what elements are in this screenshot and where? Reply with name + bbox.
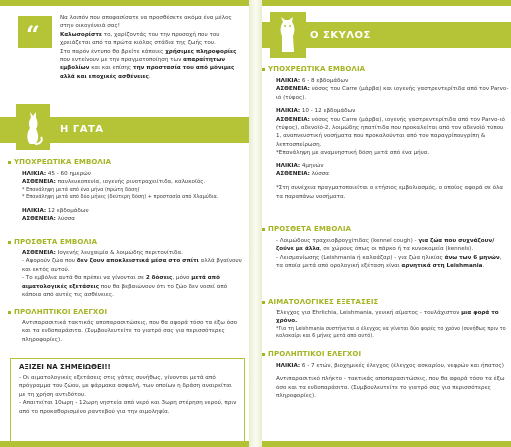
note-title: ΑΞΙΖΕΙ ΝΑ ΣΗΜΕΙΩΘΕΙ!! <box>19 363 111 371</box>
intro-paragraph-1: Να λοιπόν που αποφασίσατε να προσθέσετε ακόμα ένα μέλος στην οικογένειά σας! <box>60 15 232 30</box>
note-text: - Οι αιματολογικές εξετάσεις στις γάτες συνήθως, γίνονται μετά από πρόγραμμα του ζώου, με φάρμακα ασφαλή, των οποίων η δράση αναιρείται με τη χρήση αντιδότου. - Απαιτείται 10ωρη - 12ωρη νηστεία από νερό και 3ωρη στέρηση νερού, πριν από το προκαθορισμένο ραντεβού για την αιμοληψία. <box>19 375 237 415</box>
cat-optional-heading: ΠΡΟΣΘΕΤΑ ΕΜΒΟΛΙΑ <box>8 238 97 246</box>
right-page <box>262 0 511 447</box>
note-box <box>10 358 245 442</box>
top-accent-bar <box>262 0 511 6</box>
cat-icon <box>16 104 50 150</box>
dog-icon <box>270 12 306 58</box>
dog-mandatory-heading: ΥΠΟΧΡΕΩΤΙΚΑ ΕΜΒΟΛΙΑ <box>262 65 365 73</box>
cat-title: Η ΓΑΤΑ <box>60 124 104 135</box>
quote-icon <box>18 16 52 48</box>
dog-blood-heading: ΑΙΜΑΤΟΛΟΓΙΚΕΣ ΕΞΕΤΑΣΕΙΣ <box>262 298 378 306</box>
bullet-icon <box>262 353 265 356</box>
dog-mandatory-body: ΗΛΙΚΙΑ: 6 - 8 εβδομάδων ΑΣΘΕΝΕΙΑ: νόσος του Carre (μάρβα) και ιογενής γαστρεντερίτιδα από τον Parvo-ιό (τύφος). ΗΛΙΚΙΑ: 10 - 12 εβδομάδων ΑΣΘΕΝΕΙΑ: νόσος του Carre (μάρβα), ιογενής γαστρεντερίτιδα από τον Parvo-ιό (τύφος), αδενοϊό-2, λοιμώδης ηπατίτιδα που προκαλείται από τον αδενοϊό τύπου 1, αναπνευστική νοσήματα που προκαλούνται από τον παραγρίπουγρίπη & λεπτοσπείρωση. *Επανάληψη με αναμνηστική δόση μετά από ένα μήνα. ΗΛΙΚΙΑ: 4μηνών ΑΣΘΕΝΕΙΑ: λύσσα *Στη συνέχεια πραγματοποιείται ο ετήσιος εμβολιασμός, ο οποίος αφορά σε όλα τα παραπάνω νοσήματα. <box>276 78 509 200</box>
cat-optional-body: ΑΣΘΕΝΕΙΑ: Ιογενής λευχαιμία & λοιμώδης περιτονίτιδα. - Αφορούν ζώα που δεν ζουν αποκλειστικά μέσα στο σπίτι αλλά βγαίνουν και εκτός αυτού. - Το εμβόλια αυτά θα πρέπει να γίνονται σε 2 δόσεις, μόνο μετά από αιματολογικές εξετάσεις που θα βεβαιώνουν ότι το ζώο δεν νοσεί από κάποια από αυτές τις ασθένειες. <box>22 250 242 299</box>
top-accent-bar <box>0 0 249 6</box>
bullet-icon <box>8 241 11 244</box>
bottom-accent-bar <box>0 441 249 447</box>
dog-prevent-body: ΗΛΙΚΙΑ: 6 - 7 ετών, βιοχημικές έλεγχος (έλεγχος ασκαρίου, νεφρών και ήπατος) Αντιπαρασιτικό πλήκτο - τακτικάς αποπαρασιτώσεις, που θα αφορά τόσο τα έξω όσο και τα ενδοπαράσιτα. (Συμβουλευτείτε το γιατρό σας για περισσότερες πληροφορίες). <box>276 363 505 400</box>
page-fold <box>249 0 262 447</box>
cat-mandatory-heading: ΥΠΟΧΡΕΩΤΙΚΑ ΕΜΒΟΛΙΑ <box>8 158 111 166</box>
svg-text:“: “ <box>26 20 40 48</box>
bullet-icon <box>262 301 265 304</box>
dog-blood-body: Έλεγχος για Ehrlichia, Leishmania, γενική αίματος - τουλάχιστον μια φορά το χρόνο. *Για τη Leishmania συστήνεται ο έλεγχος να γίνεται δύο φορές το χρόνο (συνήθως πριν το καλοκαίρι και 6 μήνες μετά από αυτό). <box>276 310 506 339</box>
bullet-icon <box>8 161 11 164</box>
bottom-accent-bar <box>262 441 511 447</box>
dog-optional-heading: ΠΡΟΣΘΕΤΑ ΕΜΒΟΛΙΑ <box>262 225 351 233</box>
dog-prevent-heading: ΠΡΟΛΗΠΤΙΚΟΙ ΕΛΕΓΧΟΙ <box>262 350 361 358</box>
bullet-icon <box>8 311 11 314</box>
dog-title: Ο ΣΚΥΛΟΣ <box>310 30 371 41</box>
cat-prevent-body: Αντιπαρασιτικά τακτικάς αποπαρασιτώσεις, που θα αφορά τόσο τα έξω όσο και τα ενδοπαράσιτα. (Συμβουλευτείτε το γιατρό σας για περισσότερες πληροφορίες). <box>22 320 238 343</box>
welcome-bold: Καλωσορίστε <box>60 31 103 38</box>
intro-paragraph-2: το, χαρίζοντάς του την προσοχή που του χρειάζεται από τα πρώτα κιόλας στάδια της ζωής του. <box>60 31 220 47</box>
cat-prevent-heading: ΠΡΟΛΗΠΤΙΚΟΙ ΕΛΕΓΧΟΙ <box>8 308 107 316</box>
intro-text <box>60 14 243 81</box>
dog-optional-body: - Λοιμώδους τραχειοβρογχίτιδας (kennel cough) - για ζώα που συχνάζουν/ζούνε με άλλα, σε χώρους όπως οι πάρκο ή τα κυνοκομεία (kennels). - Λεισμανίωσης (Leishmania ή καλαάζαρ) - για ζώα ηλικίας άνω των 6 μηνών, τα οποία μετά από ορολογική εξέταση είναι αρνητικά στη Leishmania. <box>276 238 502 270</box>
left-page <box>0 0 249 447</box>
cat-mandatory-body: ΗΛΙΚΙΑ: 45 - 60 ημερών ΑΣΘΕΝΕΙΑ: πανλευκοπενία, ιογενής ρινοτραχειίτιδα, καλυκοϊός. * Επανάληψη μετά από ένα μήνα (πρώτη δόση) * Επανάληψη μετά από δύο μήνες (δεύτερη δόση) + προστασία από Χλαμύδια. ΗΛΙΚΙΑ: 12 εβδομάδων ΑΣΘΕΝΕΙΑ: λύσσα <box>22 171 219 223</box>
intro-paragraph-3: Στο παρόν έντυπο θα βρείτε κάποιες χρήσιμες πληροφορίες που εντείνουν με την πραγματοποίηση των απαραίτητων εμβολίων και και επίσης την προστασία του από μόνιμες αλλά και εποχικές ασθένειες. <box>60 48 237 80</box>
bullet-icon <box>262 228 265 231</box>
bullet-icon <box>262 68 265 71</box>
